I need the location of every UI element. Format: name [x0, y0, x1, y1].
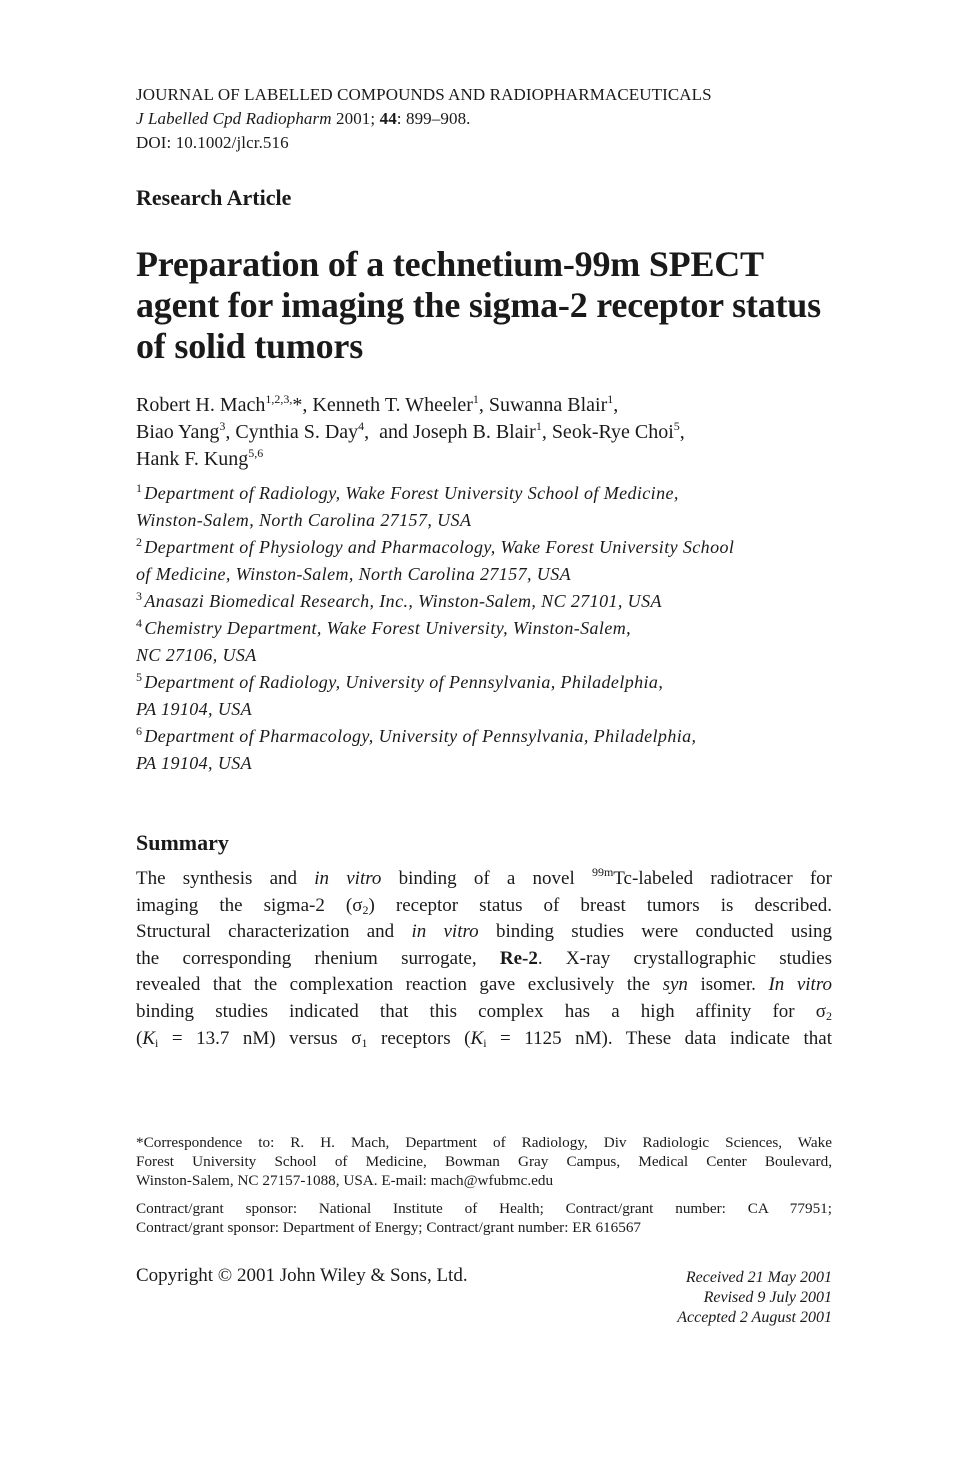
correspondence-note: [136, 1133, 832, 1190]
affiliation-cont: PA 19104, USA: [136, 753, 253, 773]
title-line: Preparation of a technetium-99m SPECT: [136, 244, 764, 284]
text-run: imaging the sigma-2 (σ: [136, 894, 363, 916]
subscript: i: [155, 1035, 159, 1050]
author-name: Robert H. Mach: [136, 394, 266, 416]
affiliation: [136, 723, 734, 750]
summary-line: [136, 946, 832, 973]
author-name: Hank F. Kung: [136, 448, 249, 470]
text-run: = 13.7 nM) versus σ: [158, 1027, 362, 1049]
affiliation-number: 2: [136, 535, 143, 549]
footnote-line: Contract/grant sponsor: Department of Energy; Contract/grant number: ER 616567: [136, 1219, 642, 1236]
italic-run: in vitro: [411, 921, 479, 943]
author-connector: and: [379, 421, 409, 443]
subscript: 1: [361, 1035, 368, 1050]
author-name: Seok-Rye Choi: [551, 421, 674, 443]
citation-year: 2001;: [336, 109, 376, 128]
italic-run: in vitro: [314, 868, 382, 889]
revised-date: Revised 9 July 2001: [703, 1289, 832, 1306]
affiliation-cont: of Medicine, Winston-Salem, North Carolina 27157, USA: [136, 564, 572, 584]
author-name: Cynthia S. Day: [235, 421, 359, 443]
affiliation: [136, 588, 734, 615]
affiliation-text: Department of Physiology and Pharmacology, Wake Forest University School: [144, 537, 735, 557]
affiliation-number: 1: [136, 481, 143, 495]
affiliation-number: 3: [136, 589, 143, 603]
accepted-date: Accepted 2 August 2001: [677, 1309, 832, 1326]
summary-line: [136, 999, 832, 1026]
journal-name: JOURNAL OF LABELLED COMPOUNDS AND RADIOPHARMACEUTICALS: [136, 85, 712, 104]
italic-run: K: [470, 1027, 484, 1049]
author-affil-sup: 1: [535, 419, 542, 433]
author-affil-sup: 5: [673, 419, 680, 433]
text-run: ) receptor status of breast tumors is described.: [368, 894, 832, 916]
affiliation-cont: Winston-Salem, North Carolina 27157, USA: [136, 510, 472, 530]
affiliation-cont: NC 27106, USA: [136, 645, 257, 665]
summary-line: [136, 919, 832, 946]
affiliation-text: Department of Radiology, University of Pennsylvania, Philadelphia,: [144, 672, 664, 692]
author-name: Biao Yang: [136, 421, 220, 443]
affiliation: [136, 615, 734, 642]
text-run: . X-ray crystallographic studies: [537, 947, 833, 969]
italic-run: syn: [662, 974, 688, 996]
author-affil-sup: 5,6: [248, 446, 264, 460]
text-run: binding studies indicated that this complex has a high affinity for σ: [136, 1000, 826, 1022]
footnote-line: *Correspondence to: R. H. Mach, Department of Radiology, Div Radiologic Sciences, Wake: [136, 1134, 832, 1151]
summary-line: [136, 972, 832, 999]
author-affil-sup: 1: [607, 392, 614, 406]
author-affil-sup: 3: [219, 419, 226, 433]
affiliation-number: 6: [136, 724, 143, 738]
citation-volume: 44: [379, 109, 397, 128]
subscript: 2: [826, 1008, 832, 1023]
compound-label: Re-2: [499, 947, 538, 969]
article-type: Research Article: [136, 185, 292, 210]
affiliation-list: [136, 480, 734, 777]
text-run: The synthesis and: [136, 868, 298, 889]
citation-journal: J Labelled Cpd Radiopharm: [136, 109, 332, 128]
title-line: of solid tumors: [136, 326, 364, 366]
footnote-line: Contract/grant sponsor: National Institute of Health; Contract/grant number: CA 77951;: [136, 1200, 832, 1217]
affiliation-text: Department of Radiology, Wake Forest University School of Medicine,: [144, 483, 679, 503]
doi[interactable]: DOI: 10.1002/jlcr.516: [136, 133, 289, 152]
text-run: isomer.: [700, 974, 756, 996]
text-run: receptors (: [367, 1027, 471, 1049]
text-run: Structural characterization and: [136, 921, 395, 943]
affiliation-number: 4: [136, 616, 143, 630]
text-run: (: [136, 1027, 143, 1049]
footnote: [136, 1133, 832, 1237]
author-list: Robert H. Mach$^{1,2,3,}$*, Kenneth T. Wheeler$^1$, Suwanna Blair$^1$, Biao Yang$^3$, Cynthia S. Day$^4$, and Joseph B. Blair$^1$, Seok-Rye Choi$^5$, Hank F. Kung$^{5,6}$: [136, 392, 685, 470]
author-name: Kenneth T. Wheeler: [312, 394, 473, 416]
author-affil-sup: 4: [358, 419, 365, 433]
copyright-notice: Copyright © 2001 John Wiley & Sons, Ltd.: [136, 1265, 468, 1286]
text-run: = 1125 nM). These data indicate that: [486, 1027, 832, 1049]
subscript: i: [483, 1035, 487, 1050]
author-name: Suwanna Blair: [488, 394, 608, 416]
affiliation: [136, 534, 734, 561]
text-run: binding studies were conducted using: [495, 921, 832, 943]
affiliation: [136, 480, 734, 507]
summary-line: [136, 893, 832, 920]
affiliation-text: Department of Pharmacology, University of Pennsylvania, Philadelphia,: [144, 726, 697, 746]
footnote-line: Winston-Salem, NC 27157-1088, USA. E-mail: mach@wfubmc.edu: [136, 1172, 554, 1189]
summary-text: [136, 866, 832, 1052]
publication-dates: [677, 1268, 832, 1328]
text-run: Tc-labeled radiotracer for: [613, 868, 832, 889]
text-run: the corresponding rhenium surrogate,: [136, 947, 477, 969]
corresponding-mark: *: [292, 394, 303, 416]
journal-header: [136, 83, 712, 155]
affiliation-cont: PA 19104, USA: [136, 699, 253, 719]
affiliation-text: Anasazi Biomedical Research, Inc., Winston-Salem, NC 27101, USA: [144, 591, 662, 611]
text-run: binding of a novel: [398, 868, 575, 889]
isotope-sup: 99m: [591, 865, 614, 879]
italic-run: K: [142, 1027, 156, 1049]
author-affil-sup: 1: [472, 392, 479, 406]
received-date: Received 21 May 2001: [685, 1269, 832, 1286]
italic-run: In vitro: [768, 974, 833, 996]
author-affil-sup: 1,2,3,: [265, 392, 293, 406]
summary-line: [136, 866, 832, 893]
summary-line: [136, 1026, 832, 1053]
footnote-line: Forest University School of Medicine, Bowman Gray Campus, Medical Center Boulevard,: [136, 1153, 832, 1170]
affiliation-number: 5: [136, 670, 143, 684]
subscript: 2: [362, 902, 369, 917]
text-run: revealed that the complexation reaction gave exclusively the: [136, 974, 651, 996]
citation: [136, 107, 712, 131]
article-title: [136, 244, 836, 367]
author-name: Joseph B. Blair: [413, 421, 536, 443]
affiliation-text: Chemistry Department, Wake Forest University, Winston-Salem,: [144, 618, 632, 638]
affiliation: [136, 669, 734, 696]
title-line: agent for imaging the sigma-2 receptor status: [136, 285, 821, 325]
citation-pages: : 899–908.: [396, 109, 471, 128]
grant-note: [136, 1199, 832, 1237]
summary-heading: Summary: [136, 830, 229, 855]
